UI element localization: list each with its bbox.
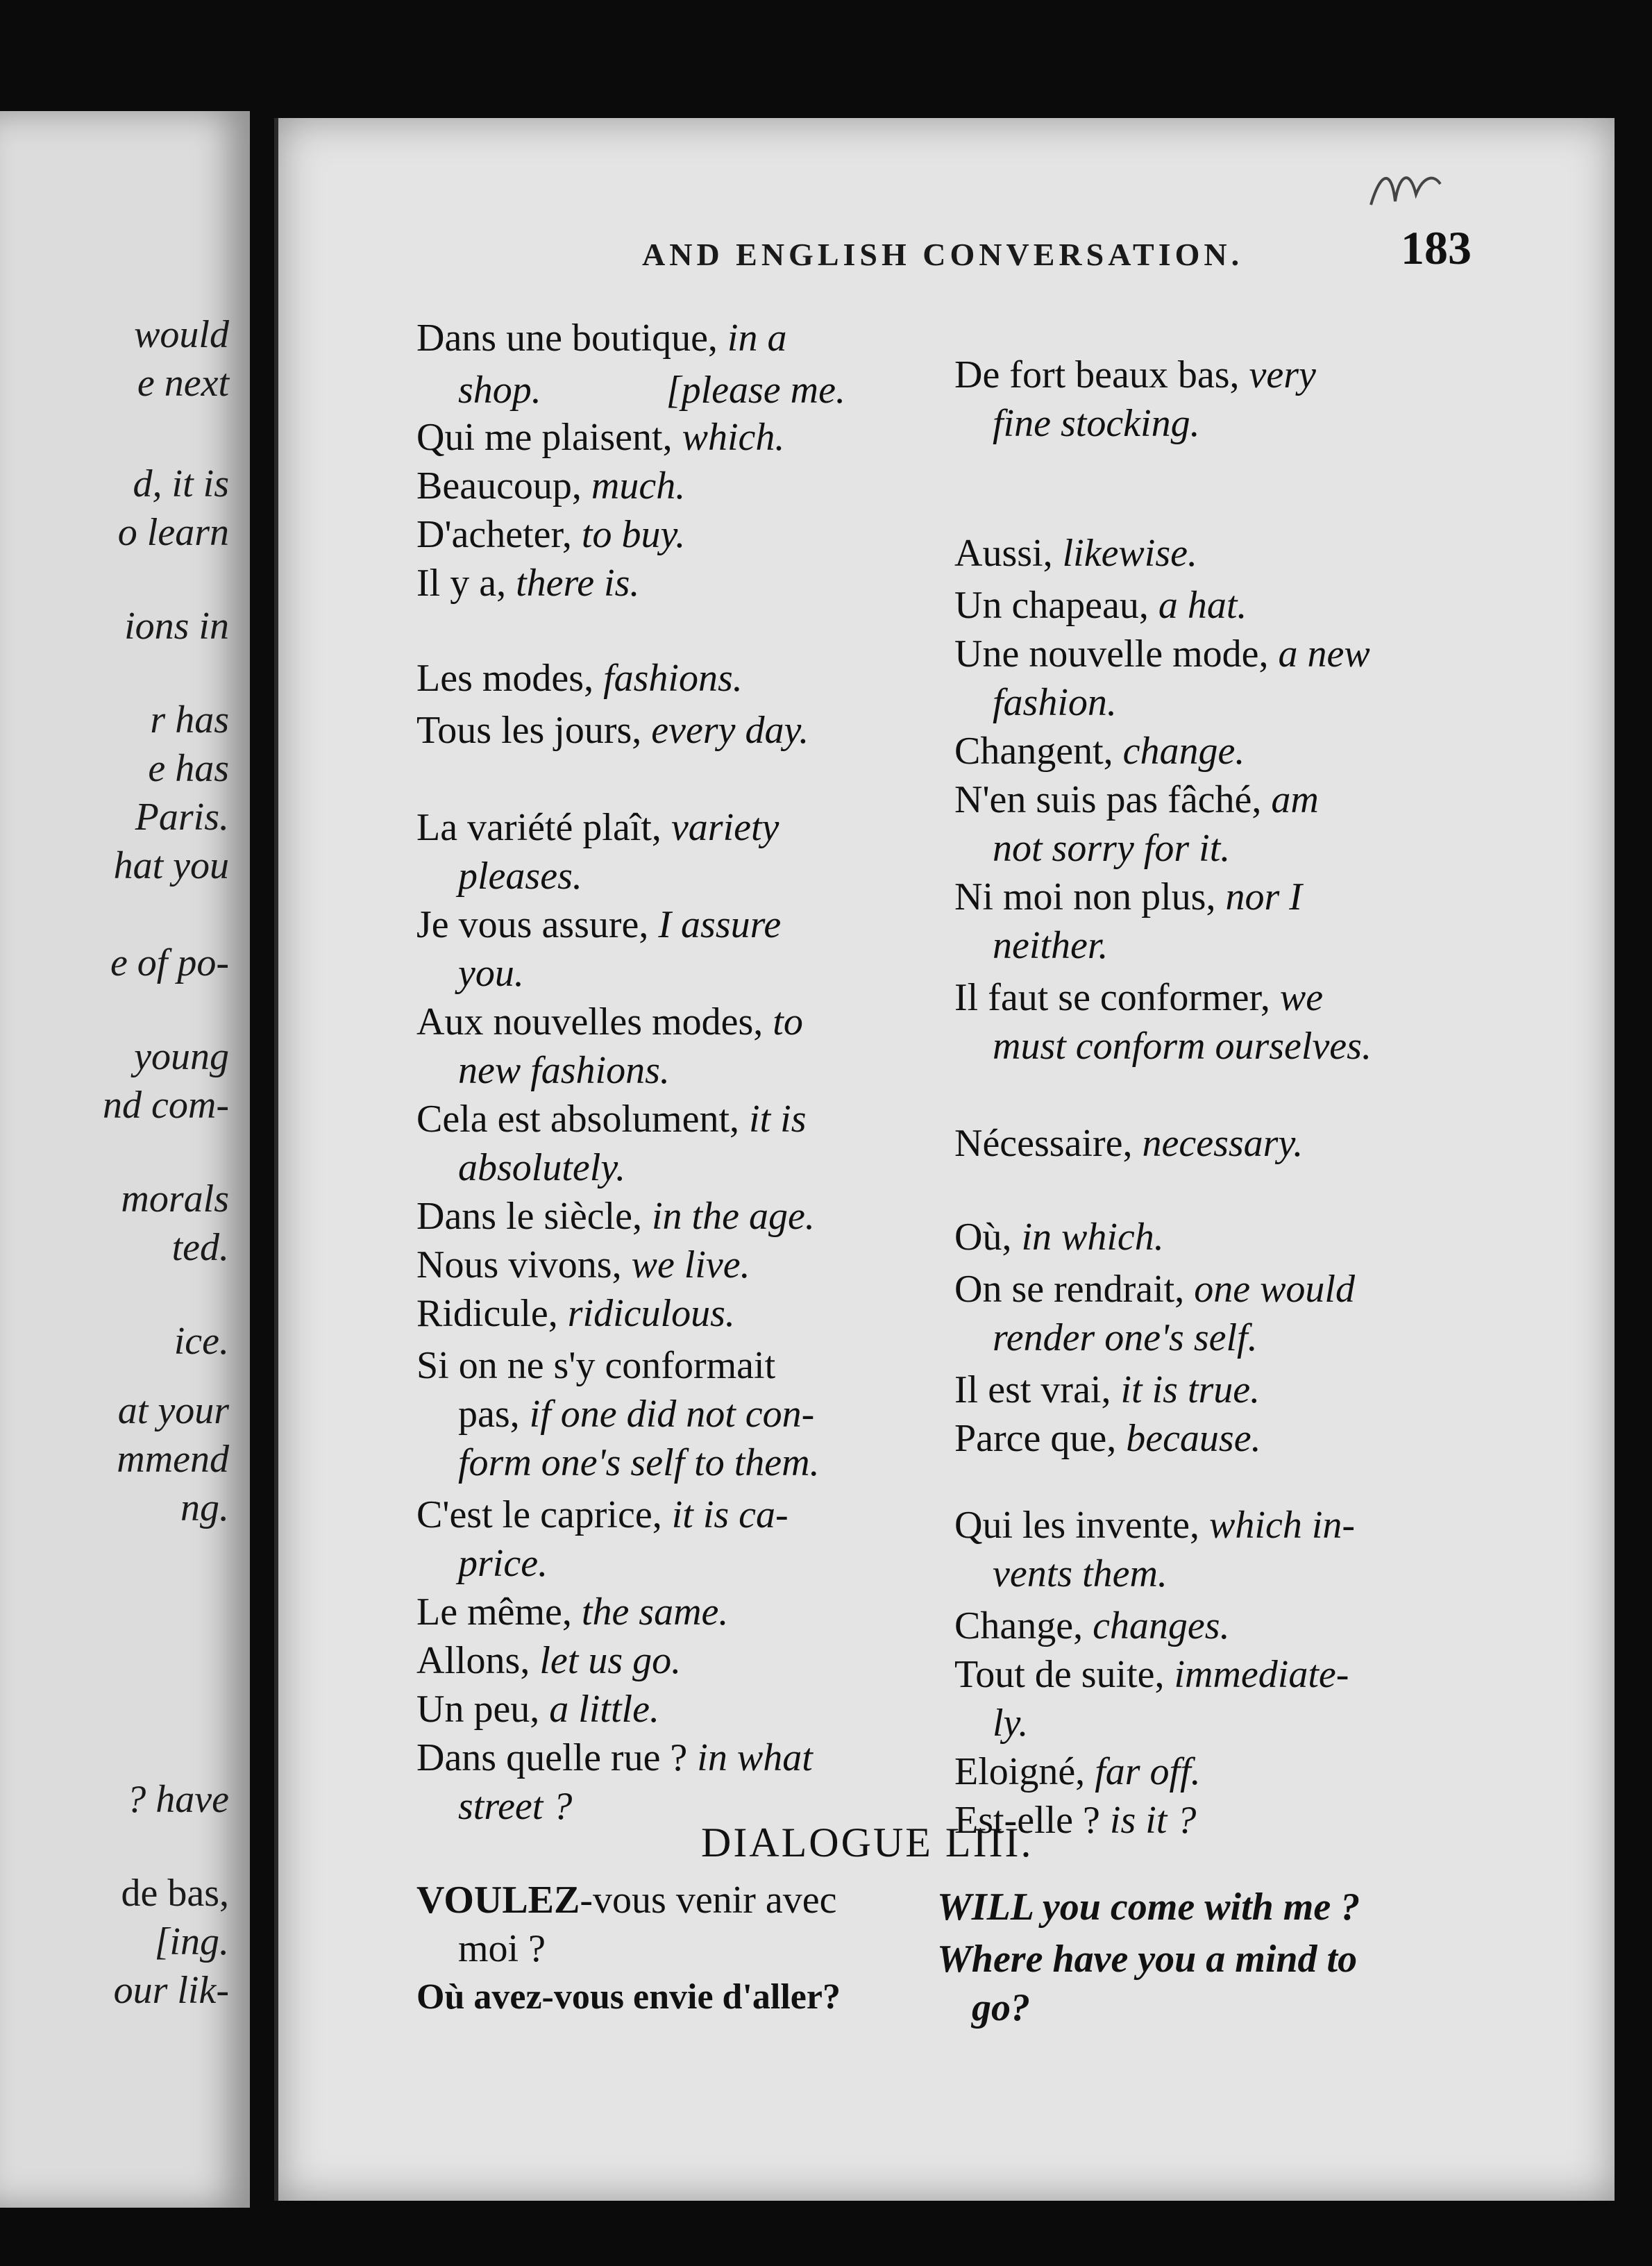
prev-page-text: de bas, [121,1872,229,1915]
vocab-entry: Cela est absolument, it is [416,1098,807,1141]
prev-page-text: ice. [174,1320,229,1363]
previous-page-margin [0,111,250,2208]
vocab-entry: Qui les invente, which in- [954,1504,1356,1547]
vocab-entry: Ridicule, ridiculous. [416,1292,735,1335]
vocab-entry: Ni moi non plus, nor I [954,875,1302,918]
vocab-entry: Aux nouvelles modes, to [416,1000,803,1043]
prev-page-text: e of po- [110,941,229,984]
dialogue-heading: DIALOGUE LIII. [701,1820,1034,1865]
vocab-entry: Est-elle ? is it ? [954,1799,1197,1842]
vocab-entry: render one's self. [993,1316,1258,1359]
vocab-entry: N'en suis pas fâché, am [954,778,1319,821]
vocab-entry: Il y a, there is. [416,562,640,605]
vocab-entry: vents them. [993,1552,1168,1595]
vocab-entry: pas, if one did not con- [458,1393,815,1436]
vocab-entry: Tout de suite, immediate- [954,1653,1349,1696]
prev-page-text: ions in [124,605,229,648]
prev-page-text: nd com- [103,1084,229,1127]
vocab-entry: De fort beaux bas, very [954,353,1316,396]
prev-page-text: ted. [171,1226,229,1269]
pencil-mark-icon [1367,163,1444,219]
vocab-entry: must conform ourselves. [993,1025,1372,1068]
vocab-entry: street ? [458,1785,573,1828]
vocab-entry: Nécessaire, necessary. [954,1122,1304,1165]
vocab-entry: absolutely. [458,1146,626,1189]
prev-page-text: [ing. [154,1920,229,1963]
vocab-entry: Tous les jours, every day. [416,709,809,752]
vocab-entry: fashion. [993,681,1117,724]
dialogue-line-fr: moi ? [458,1927,546,1970]
vocab-entry: Dans une boutique, in a [416,317,787,360]
prev-page-text: d, it is [133,462,229,505]
vocab-entry: Dans le siècle, in the age. [416,1195,815,1238]
page-number: 183 [1401,221,1472,274]
vocab-entry: Une nouvelle mode, a new [954,632,1370,675]
vocab-entry: Qui me plaisent, which. [416,416,785,459]
prev-page-text: young [134,1035,229,1078]
vocab-entry: Aussi, likewise. [954,532,1197,575]
vocab-entry: form one's self to them. [458,1441,820,1484]
vocab-entry: Change, changes. [954,1604,1230,1647]
prev-page-text: hat you [113,844,229,887]
vocab-entry: ly. [993,1702,1029,1745]
prev-page-text: would [134,313,229,356]
vocab-entry: neither. [993,924,1109,967]
vocab-entry: Il faut se conformer, we [954,976,1324,1019]
vocab-entry: new fashions. [458,1049,670,1092]
vocab-entry: you. [458,952,524,995]
vocab-entry: Allons, let us go. [416,1639,682,1682]
dialogue-line-en: go? [972,1986,1030,2029]
vocab-entry: Si on ne s'y conformait [416,1344,776,1387]
vocab-entry: On se rendrait, one would [954,1268,1355,1311]
vocab-entry: Nous vivons, we live. [416,1243,750,1286]
vocab-entry: price. [458,1542,548,1585]
dialogue-line-fr: VOULEZ-vous venir avec [416,1879,837,1922]
vocab-entry: La variété plaît, variety [416,806,779,849]
vocab-entry: Un peu, a little. [416,1688,659,1731]
vocab-entry: Beaucoup, much. [416,464,686,507]
vocab-entry: D'acheter, to buy. [416,513,686,556]
prev-page-text: o learn [117,511,229,554]
vocab-entry: Eloigné, far off. [954,1750,1201,1793]
vocab-entry: Je vous assure, I assure [416,903,782,946]
vocab-entry: Le même, the same. [416,1591,729,1634]
running-title: AND ENGLISH CONVERSATION. [642,237,1244,272]
vocab-entry: not sorry for it. [993,827,1231,870]
prev-page-text: mmend [117,1438,229,1481]
vocab-entry: C'est le caprice, it is ca- [416,1493,789,1536]
prev-page-text: ng. [180,1486,229,1529]
prev-page-text: e has [148,747,229,790]
prev-page-text: at your [117,1389,229,1432]
prev-page-text: e next [137,362,229,405]
prev-page-text: ? have [126,1778,229,1821]
prev-page-text: morals [121,1177,229,1220]
prev-page-text: our lik- [113,1969,229,2012]
dialogue-line-fr: Où avez-vous envie d'aller? [416,1977,841,2017]
vocab-entry: Un chapeau, a hat. [954,584,1247,627]
vocab-entry: Changent, change. [954,730,1245,773]
vocab-entry: Il est vrai, it is true. [954,1368,1261,1411]
vocab-entry: pleases. [458,855,582,898]
vocab-entry: Les modes, fashions. [416,657,743,700]
dialogue-line-en: WILL you come with me ? [937,1886,1360,1929]
vocab-entry: Parce que, because. [954,1417,1261,1460]
vocab-entry: Où, in which. [954,1216,1164,1259]
vocab-entry: shop. [please me. [458,369,845,412]
dialogue-line-en: Where have you a mind to [937,1938,1358,1981]
prev-page-text: Paris. [135,796,229,839]
vocab-entry: fine stocking. [993,402,1200,445]
vocab-entry: Dans quelle rue ? in what [416,1736,813,1779]
prev-page-text: r has [150,698,229,741]
